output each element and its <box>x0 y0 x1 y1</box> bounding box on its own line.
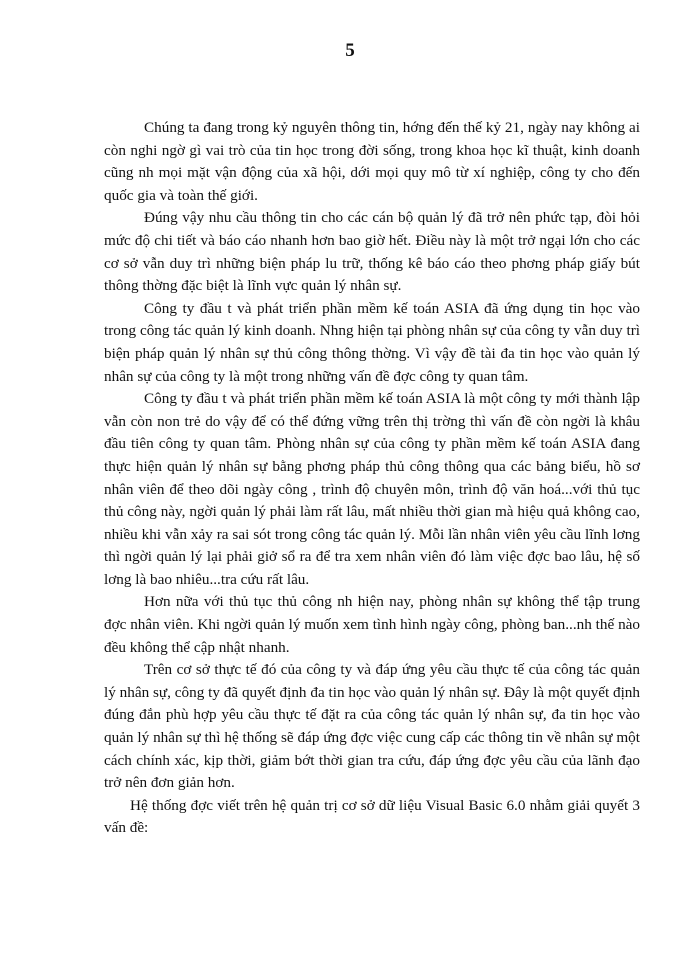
body-text <box>104 117 640 840</box>
paragraph-4: Công ty đầu t và phát triển phần mềm kế toán ASIA là một công ty mới thành lập vẫn còn non trẻ do vậy để có thể đứng vững trên thị trờng thì vấn đề còn ngời là khâu đầu tiên công ty quan tâm. Phòng nhân sự của công ty phần mềm kế toán ASIA đang thực hiện quản lý nhân sự bằng phơng pháp thủ công thông qua các bảng biểu, hồ sơ nhân viên để theo dõi ngày công , trình độ chuyên môn, trình độ văn hoá...với thủ tục thủ công này, ngời quản lý phải làm rất lâu, mất nhiều thời gian mà hiệu quả không cao, nhiều khi vẫn xảy ra sai sót trong công tác quản lý. Mỗi lần nhân viên yêu cầu lĩnh lơng thì ngời quản lý lại phải giở sổ ra để tra xem nhân viên đó làm việc đợc bao lâu, hệ số lơng là bao nhiêu...tra cứu rất lâu. <box>104 390 640 588</box>
paragraph-7: Hệ thống đợc viết trên hệ quản trị cơ sở dữ liệu Visual Basic 6.0 nhằm giải quyết 3 vấn đề: <box>104 796 640 837</box>
page-number: 5 <box>345 40 355 61</box>
paragraph-2: Đúng vậy nhu cầu thông tin cho các cán bộ quản lý đã trở nên phức tạp, đòi hỏi mức độ chi tiết và báo cáo nhanh hơn bao giờ hết. Điều này là một trở ngại lớn cho các cơ sở vẫn duy trì những biện pháp lu trữ, thống kê báo cáo theo phơng pháp giấy bút thông thờng đặc biệt là lĩnh vực quản lý nhân sự. <box>104 209 640 295</box>
paragraph-1: Chúng ta đang trong kỷ nguyên thông tin, hớng đến thế kỷ 21, ngày nay không ai còn nghi ngờ gì vai trò của tin học trong đời sống, trong khoa học kĩ thuật, kinh doanh cũng nh mọi mặt vận động của xã hội, dới mọi quy mô từ xí nghiệp, công ty cho đến quốc gia và toàn thế giới. <box>104 119 640 204</box>
paragraph-5: Hơn nữa với thủ tục thủ công nh hiện nay, phòng nhân sự không thể tập trung đợc nhân viên. Khi ngời quản lý muốn xem tình hình ngày công, phòng ban...nh thế nào đều không thể cập nhật nhanh. <box>104 593 640 656</box>
paragraph-6: Trên cơ sở thực tế đó của công ty và đáp ứng yêu cầu thực tế của công tác quản lý nhân sự, công ty đã quyết định đa tin học vào quản lý nhân sự. Đây là một quyết định đúng đắn phù hợp yêu cầu thực tế đặt ra của công tác quản lý nhân sự, đa tin học vào quản lý nhân sự thì hệ thống sẽ đáp ứng đợc việc cung cấp các thông tin về nhân sự một cách chính xác, kịp thời, giảm bớt thời gian tra cứu, đáp ứng đợc yêu cầu của lãnh đạo trở nên đơn giản hơn. <box>104 661 640 792</box>
paragraph-3: Công ty đầu t và phát triển phần mềm kế toán ASIA đã ứng dụng tin học vào trong công tác quản lý kinh doanh. Nhng hiện tại phòng nhân sự của công ty vẫn duy trì biện pháp quản lý nhân sự thủ công thông thờng. Vì vậy đề tài đa tin học vào quản lý nhân sự của công ty là một trong những vấn đề đợc công ty quan tâm. <box>104 299 640 385</box>
